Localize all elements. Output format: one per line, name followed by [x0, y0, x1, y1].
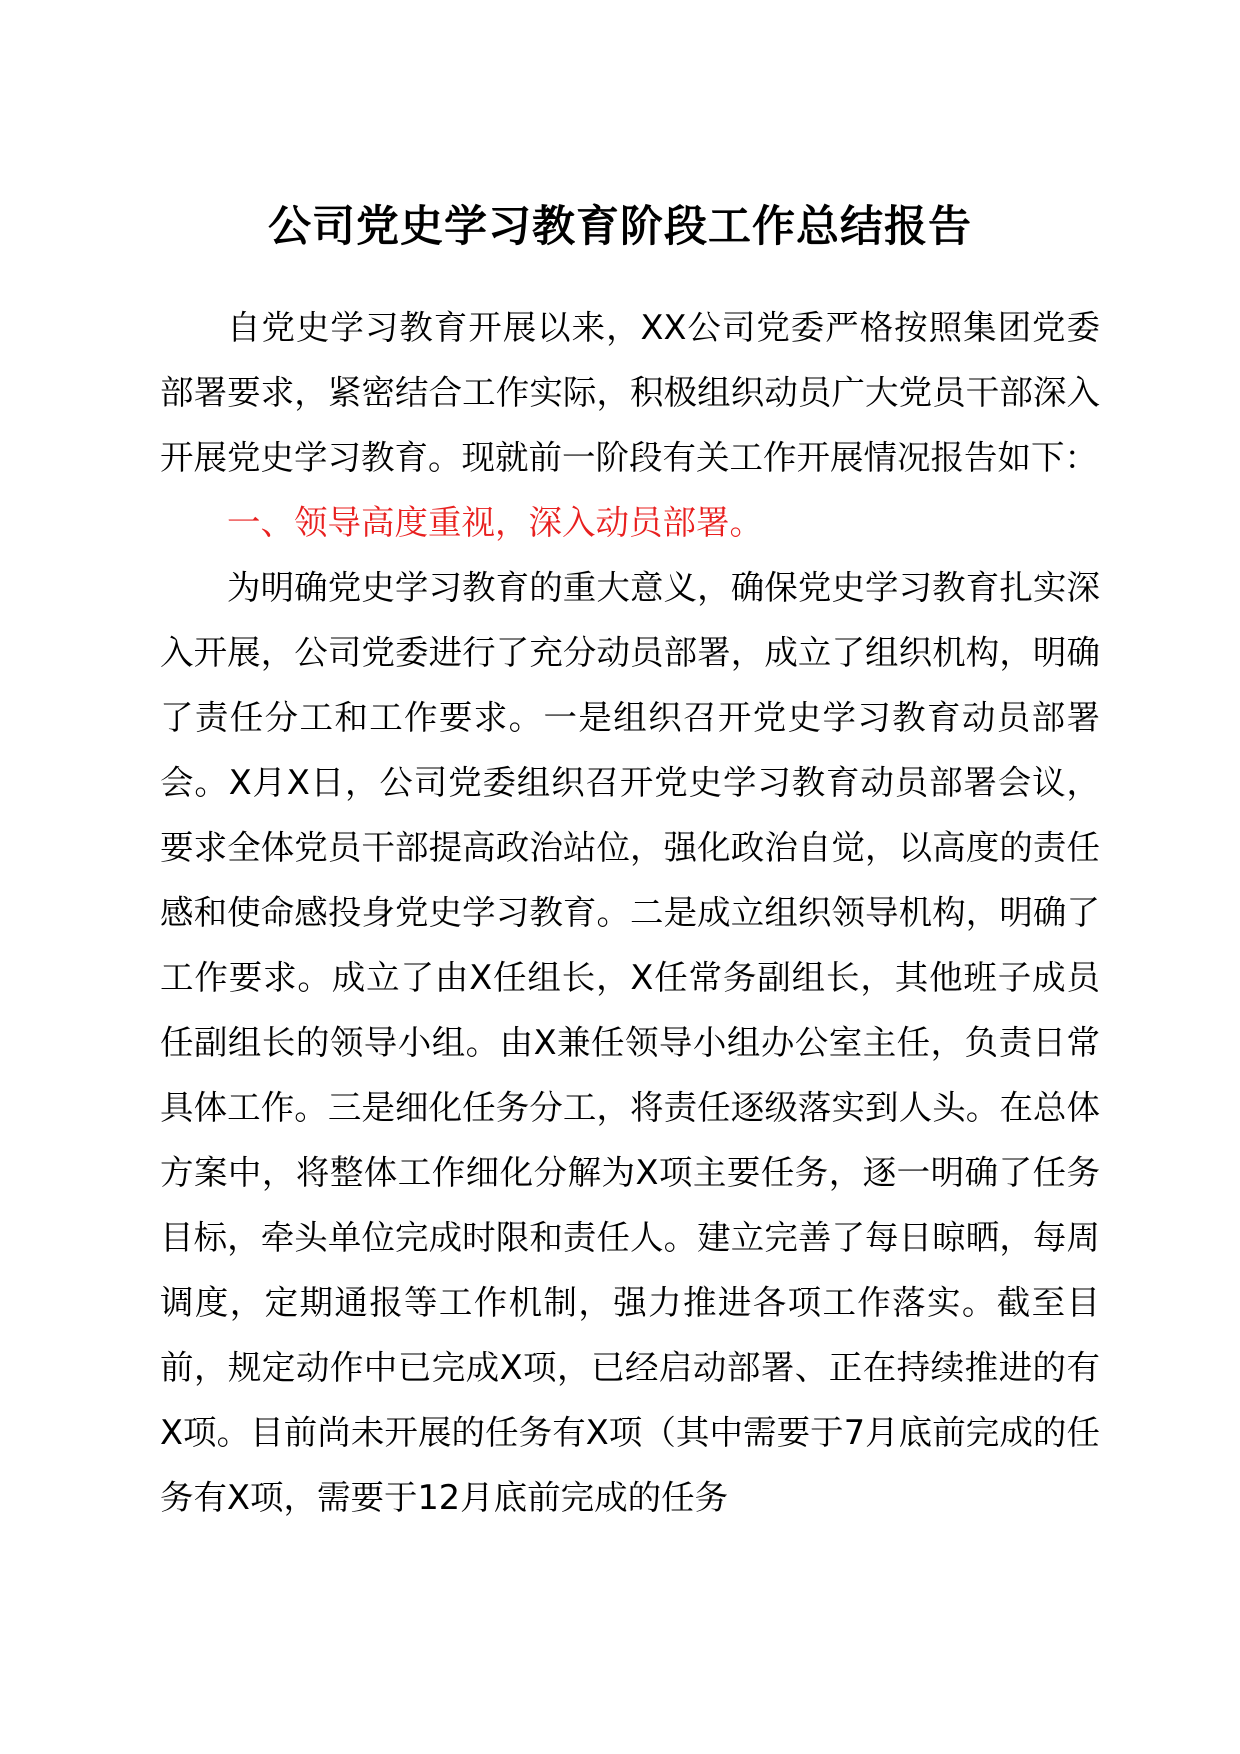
- document-body: [160, 295, 1100, 1530]
- intro-paragraph: 自党史学习教育开展以来，XX公司党委严格按照集团党委部署要求，紧密结合工作实际，积极组织动员广大党员干部深入开展党史学习教育。现就前一阶段有关工作开展情况报告如下：: [160, 308, 1100, 477]
- section-1-paragraph: 为明确党史学习教育的重大意义，确保党史学习教育扎实深入开展，公司党委进行了充分动员部署，成立了组织机构，明确了责任分工和工作要求。一是组织召开党史学习教育动员部署会。X月X日，公司党委组织召开党史学习教育动员部署会议，要求全体党员干部提高政治站位，强化政治自觉，以高度的责任感和使命感投身党史学习教育。二是成立组织领导机构，明确了工作要求。成立了由X任组长，X任常务副组长，其他班子成员任副组长的领导小组。由X兼任领导小组办公室主任，负责日常具体工作。三是细化任务分工，将责任逐级落实到人头。在总体方案中，将整体工作细化分解为X项主要任务，逐一明确了任务目标，牵头单位完成时限和责任人。建立完善了每日晾晒，每周调度，定期通报等工作机制，强力推进各项工作落实。截至目前，规定动作中已完成X项，已经启动部署、正在持续推进的有X项。目前尚未开展的任务有X项（其中需要于7月底前完成的任务有X项，需要于12月底前完成的任务: [160, 568, 1100, 1517]
- document-title: 公司党史学习教育阶段工作总结报告: [268, 202, 972, 252]
- section-1-heading: 一、领导高度重视，深入动员部署。: [227, 503, 763, 542]
